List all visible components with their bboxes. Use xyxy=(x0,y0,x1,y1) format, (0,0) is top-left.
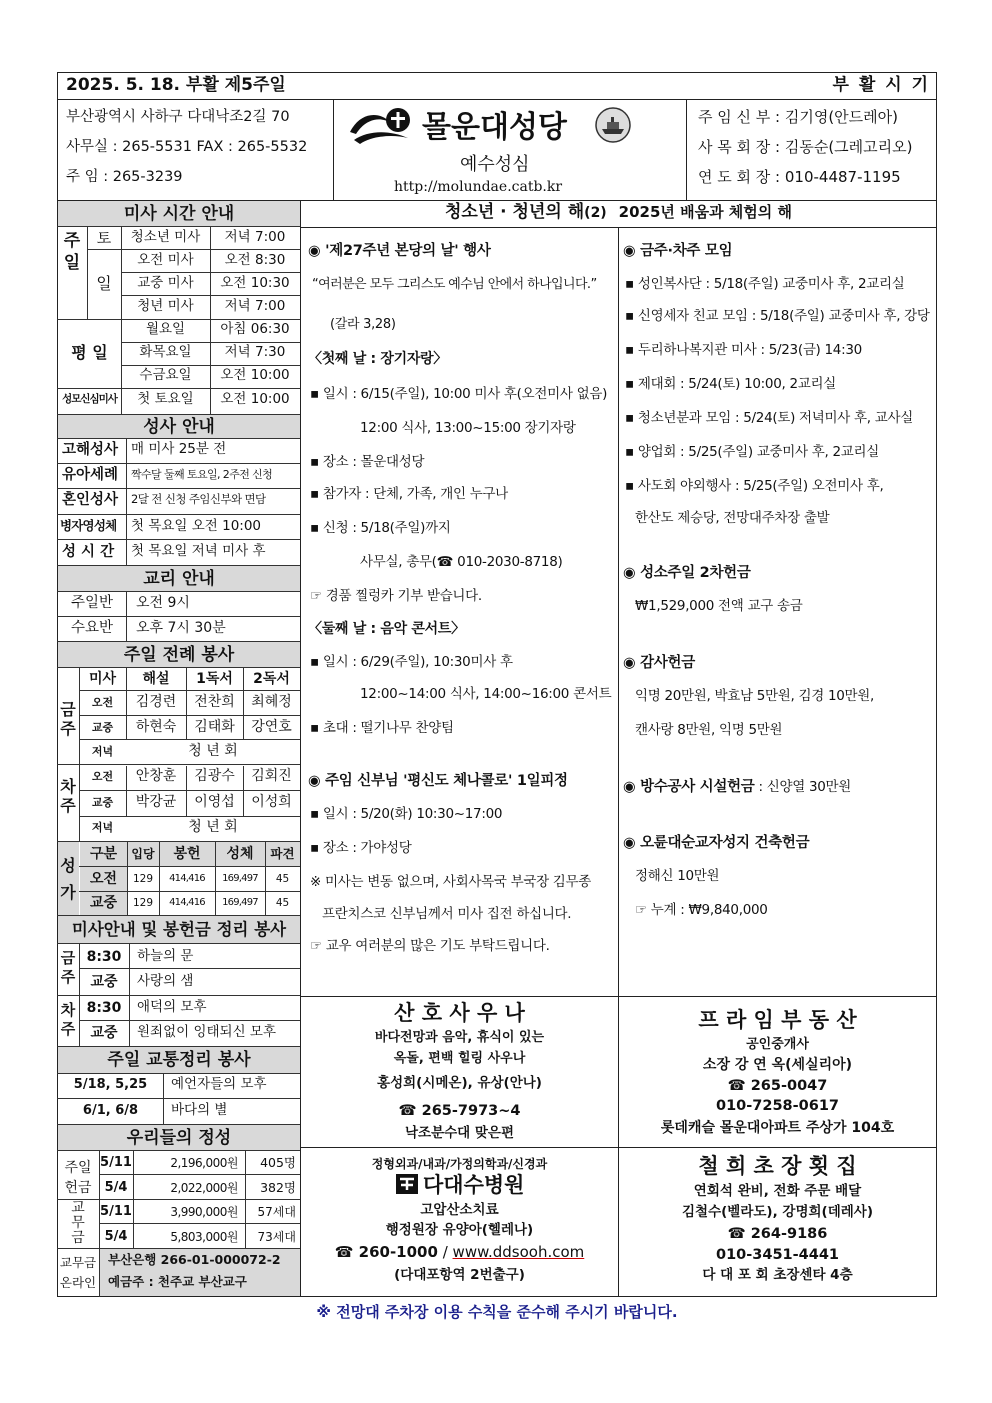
sacrament-detail: 매 미사 25분 전 xyxy=(131,441,227,457)
hymn-number: 129 xyxy=(132,897,154,909)
offering-count: 73세대 xyxy=(257,1230,296,1244)
announcement-heading: ◉ 오륜대순교자성지 건축헌금 xyxy=(623,835,810,851)
mass-slot: 교중 xyxy=(91,796,114,809)
traffic-title: 주일 교통정리 봉사 xyxy=(107,1050,251,1070)
choir-slot: 교중 xyxy=(89,895,118,911)
divider xyxy=(99,1223,300,1224)
church-name: 몰운대성당 xyxy=(422,110,567,145)
mass-slot: 교중 xyxy=(91,721,114,734)
marian-mass-time: 오전 10:00 xyxy=(220,391,290,407)
divider xyxy=(686,99,687,200)
next-week-label: 차주 xyxy=(60,1001,76,1038)
staff-council: 사 목 회 장 : 김동순(그레고리오) xyxy=(698,138,913,156)
reader: 김광수 xyxy=(194,768,235,784)
date-line: 2025. 5. 18. 부활 제5주일 xyxy=(66,75,286,95)
class-name: 주일반 xyxy=(70,595,114,611)
reader: 김회진 xyxy=(251,768,292,784)
class-name: 수요반 xyxy=(70,620,114,636)
church-patron: 예수성심 xyxy=(460,154,530,175)
announcement-heading: ◉ 금주·차주 모임 xyxy=(623,243,733,259)
ad-line: 김철수(벨라도), 강명희(데레사) xyxy=(682,1204,873,1220)
offering-date: 5/11 xyxy=(100,1204,132,1219)
announcement-line: 12:00~14:00 식사, 14:00~16:00 콘서트 xyxy=(360,686,612,702)
divider xyxy=(57,764,300,765)
divider xyxy=(618,227,619,1297)
mass-time: 저녁 7:00 xyxy=(224,229,286,245)
liturgy-head: 1독서 xyxy=(196,671,233,687)
divider xyxy=(57,616,300,617)
mass-times-title: 미사 시간 안내 xyxy=(123,204,235,224)
liturgy-head: 2독서 xyxy=(253,671,290,687)
sacrament-detail: 짝수달 둘째 토요일, 2주전 신청 xyxy=(131,468,273,481)
liturgy-head: 미사 xyxy=(88,671,117,687)
doctrine-title: 교리 안내 xyxy=(143,569,215,589)
reader: 김태화 xyxy=(194,719,235,735)
announcement-line: ▪ 청소년분과 모임 : 5/24(토) 저녁미사 후, 교사실 xyxy=(625,410,913,426)
announcement-line: ※ 미사는 변동 없으며, 사회사목국 부국장 김무종 xyxy=(310,874,592,890)
announcement-line: ▪ 초대 : 떨기나무 찬양팀 xyxy=(310,720,454,736)
divider xyxy=(300,1147,937,1148)
ad-line: 행정원장 유양아(헬레나) xyxy=(385,1222,534,1238)
announcement-line: ☞ 누계 : ₩9,840,000 xyxy=(635,902,768,918)
announcement-line: 프란치스코 신부님께서 미사 집전 하십니다. xyxy=(322,906,572,922)
reader: 김경련 xyxy=(135,694,177,710)
offering-count: 405명 xyxy=(260,1155,296,1170)
announcement-line: ▪ 참가자 : 단체, 가족, 개인 누구나 xyxy=(310,486,508,502)
divider xyxy=(57,539,300,540)
traffic-dates: 5/18, 5,25 xyxy=(73,1077,148,1092)
restaurant-name: 철 희 초 장 횟 집 xyxy=(698,1154,857,1178)
mass-slot: 저녁 xyxy=(91,821,114,834)
mass-slot: 저녁 xyxy=(91,745,114,758)
announcement-line: ▪ 성인복사단 : 5/18(주일) 교중미사 후, 2교리실 xyxy=(625,276,905,292)
ad-line: 바다전망과 음악, 휴식이 있는 xyxy=(374,1030,545,1045)
hospital-contact-row xyxy=(301,1245,618,1260)
offering-amount: 5,803,000원 xyxy=(170,1230,238,1244)
divider xyxy=(99,1174,300,1175)
guide-group: 하늘의 문 xyxy=(137,948,194,964)
realty-name: 프 라 임 부 동 산 xyxy=(698,1008,857,1032)
divider xyxy=(79,1020,300,1021)
hospital-name-row xyxy=(301,1173,618,1196)
offering-count: 382명 xyxy=(260,1180,296,1195)
separator: / xyxy=(442,1243,453,1261)
bank-account: 부산은행 266-01-000072-2 xyxy=(108,1252,281,1267)
choir-label: 성가 xyxy=(60,856,76,902)
announcement-heading: ◉ '제27주년 본당의 날' 행사 xyxy=(308,243,491,259)
divider xyxy=(79,739,300,740)
sacrament-name: 고해성사 xyxy=(62,442,119,458)
church-logo-icon xyxy=(346,104,420,148)
offering-date: 5/4 xyxy=(104,1229,128,1244)
offering-amount: 3,990,000원 xyxy=(170,1205,238,1219)
sub-heading: 〈첫째 날 : 장기자랑〉 xyxy=(308,351,447,367)
divider xyxy=(57,488,300,489)
divider xyxy=(57,514,300,515)
next-week-label: 차주 xyxy=(60,777,76,815)
banner-title: 청소년 · 청년의 해 xyxy=(445,202,585,222)
announcement-line: 익명 20만원, 박효남 5만원, 김경 10만원, xyxy=(635,688,875,704)
banner-subtitle: 2025년 배움과 체험의 해 xyxy=(618,203,792,221)
divider xyxy=(121,295,300,296)
guide-group: 사랑의 샘 xyxy=(137,973,194,989)
weekday-time: 아침 06:30 xyxy=(220,321,290,337)
sacrament-name: 성 시 간 xyxy=(62,544,115,560)
hospital-name: 다대수병원 xyxy=(423,1173,525,1197)
sacrament-name: 혼인성사 xyxy=(62,492,119,508)
ad-line: 낙조분수대 맞은편 xyxy=(404,1125,515,1141)
offering-amount: 2,196,000원 xyxy=(170,1156,238,1170)
ad-line: 정형외과/내과/가정의학과/신경과 xyxy=(371,1157,548,1171)
sacraments-title: 성사 안내 xyxy=(143,417,215,437)
announcement-line: ▪ 두리하나복지관 미사 : 5/23(금) 14:30 xyxy=(625,342,862,358)
liturgical-season: 부 활 시 기 xyxy=(832,75,930,95)
divider xyxy=(57,438,300,439)
hymn-number: 45 xyxy=(275,897,290,909)
this-week-label: 금주 xyxy=(60,700,76,738)
year-banner xyxy=(300,204,937,221)
ad-line: 소장 강 연 옥(세실리아) xyxy=(702,1057,853,1073)
divider xyxy=(57,99,937,100)
announcement-heading: ◉ 성소주일 2차헌금 xyxy=(623,565,751,581)
church-website[interactable]: http://molundae.catb.kr xyxy=(394,179,563,195)
announcement-line: ▪ 일시 : 6/15(주일), 10:00 미사 후(오전미사 없음) xyxy=(310,386,608,402)
divider xyxy=(79,891,300,892)
announcement-heading: ◉ 주임 신부님 '평신도 체나콜로' 1일피정 xyxy=(308,773,568,789)
bible-reference: (갈라 3,28) xyxy=(330,317,396,332)
divider xyxy=(57,463,300,464)
choir-head: 성체 xyxy=(226,846,254,862)
parking-notice: ※ 전망대 주차장 이용 수칙을 준수해 주시기 바랍니다. xyxy=(316,1303,678,1321)
online-account-label: 교무금 온라인 xyxy=(59,1255,97,1290)
hymn-number: 169,497 xyxy=(222,897,258,908)
divider xyxy=(333,99,334,200)
announcement-heading: ◉ 방수공사 시설헌금 : 신양열 30만원 xyxy=(623,779,852,795)
hospital-logo-icon xyxy=(395,1173,419,1195)
divider xyxy=(79,690,300,691)
divider xyxy=(79,968,300,969)
sacrament-detail: 2달 전 신청 주임신부와 면담 xyxy=(131,492,266,506)
announcement-line: ▪ 일시 : 6/29(주일), 10:30미사 후 xyxy=(310,654,513,670)
divider xyxy=(57,667,300,668)
pastor-phone: 주 임 : 265-3239 xyxy=(66,169,183,185)
announcement-line: 12:00 식사, 13:00~15:00 장기자랑 xyxy=(360,420,576,436)
announcement-line: ₩1,529,000 전액 교구 송금 xyxy=(635,598,803,614)
announcement-line: ▪ 일시 : 5/20(화) 10:30~17:00 xyxy=(310,806,503,822)
divider xyxy=(57,1199,300,1200)
ship-emblem-icon xyxy=(594,106,632,144)
divider xyxy=(57,226,300,227)
office-phone: 사무실 : 265-5531 FAX : 265-5532 xyxy=(66,139,308,155)
announcement-line: ▪ 사도회 야외행사 : 5/25(주일) 오전미사 후, xyxy=(625,478,884,494)
announcement-line: ▪ 양업회 : 5/25(주일) 교중미사 후, 2교리실 xyxy=(625,444,880,460)
divider xyxy=(121,342,300,343)
offerings-title: 우리들의 정성 xyxy=(126,1128,232,1148)
ad-line: 다 대 포 회 초장센타 4층 xyxy=(702,1267,853,1283)
announcement-line: 정해신 10만원 xyxy=(635,868,720,884)
ad-line: 홍성희(시메온), 유상(안나) xyxy=(377,1075,542,1091)
mass-name: 청년 미사 xyxy=(137,298,194,314)
weekday-name: 수금요일 xyxy=(139,367,192,383)
mass-time: 오전 10:30 xyxy=(220,275,290,291)
account-holder: 예금주 : 천주교 부산교구 xyxy=(108,1274,247,1289)
sauna-name: 산 호 사 우 나 xyxy=(394,1001,525,1025)
guide-slot: 교중 xyxy=(90,974,118,990)
divider xyxy=(126,438,127,565)
sacrament-detail: 첫 목요일 저녁 미사 후 xyxy=(131,543,266,559)
weekday-time: 저녁 7:30 xyxy=(224,344,286,360)
ad-phone: ☎ 265-7973~4 xyxy=(398,1103,521,1119)
offering-amount: 2,022,000원 xyxy=(170,1181,238,1195)
divider xyxy=(57,591,300,592)
weekday-time: 오전 10:00 xyxy=(220,367,290,383)
choir-head: 입당 xyxy=(131,847,155,861)
ad-line: 고압산소치료 xyxy=(420,1202,499,1218)
hymn-number: 169,497 xyxy=(222,873,258,884)
sunday-offering-label: 주일헌금 xyxy=(64,1160,92,1196)
divider xyxy=(79,866,300,867)
divider xyxy=(57,995,300,996)
church-address: 부산광역시 사하구 다대낙조2길 70 xyxy=(66,109,290,125)
reader: 안창훈 xyxy=(135,768,177,784)
announcement-line: ☞ 경품 찔렁카 기부 받습니다. xyxy=(310,588,482,604)
sacrament-detail: 첫 목요일 오전 10:00 xyxy=(131,518,262,534)
divider xyxy=(87,226,88,319)
ad-line: 옥돌, 편백 힐링 사우나 xyxy=(393,1051,526,1066)
class-time: 오후 7시 30분 xyxy=(136,620,226,636)
divider xyxy=(57,1073,300,1074)
reader: 청 년 회 xyxy=(188,819,238,835)
staff-pastor: 주 임 신 부 : 김기영(안드레아) xyxy=(698,108,898,126)
reader: 박강균 xyxy=(135,794,177,810)
announcement-line: ▪ 장소 : 가야성당 xyxy=(310,840,412,856)
ad-phone: 010-7258-0617 xyxy=(715,1098,840,1114)
guide-slot: 8:30 xyxy=(86,1000,122,1016)
announcement-heading: ◉ 감사헌금 xyxy=(623,655,695,671)
sub-heading: 〈둘째 날 : 음악 콘서트〉 xyxy=(308,621,465,637)
weekday-name: 화목요일 xyxy=(139,344,192,360)
announcement-line: 한산도 제승당, 전망대주차장 출발 xyxy=(635,510,830,526)
reader: 최혜정 xyxy=(251,694,292,710)
choir-slot: 오전 xyxy=(89,871,118,887)
divider xyxy=(79,790,300,791)
saturday-label: 토 xyxy=(96,229,112,247)
this-week-label: 금주 xyxy=(60,949,76,986)
announcement-line: 사무실, 총무(☎ 010-2030-8718) xyxy=(360,554,563,570)
guide-group: 원죄없이 잉태되신 모후 xyxy=(137,1024,276,1040)
announcement-line: ▪ 신영세자 친교 모임 : 5/18(주일) 교중미사 후, 강당 xyxy=(625,308,930,324)
choir-head: 봉헌 xyxy=(173,846,201,862)
ad-line: 연회석 완비, 전화 주문 배달 xyxy=(693,1183,862,1199)
offering-date: 5/4 xyxy=(104,1180,128,1195)
liturgy-head: 해설 xyxy=(142,671,170,687)
ad-phone: 010-3451-4441 xyxy=(715,1247,840,1263)
guide-slot: 교중 xyxy=(90,1025,118,1041)
reader: 이성희 xyxy=(251,794,292,810)
reader: 이영섭 xyxy=(194,794,235,810)
traffic-group: 바다의 별 xyxy=(171,1102,228,1118)
announcement-line: ☞ 교우 여러분의 많은 기도 부탁드립니다. xyxy=(310,938,550,954)
divider xyxy=(57,943,300,944)
divider xyxy=(121,365,300,366)
reader: 하현숙 xyxy=(135,719,177,735)
guide-slot: 8:30 xyxy=(86,949,122,965)
mass-name: 교중 미사 xyxy=(137,275,194,291)
divider xyxy=(57,1098,300,1099)
announcement-line: 캔사랑 8만원, 익명 5만원 xyxy=(635,722,783,738)
banner-number: (2) xyxy=(584,205,607,221)
church-fee-label: 교무금 xyxy=(71,1200,85,1246)
sacrament-name: 병자영성체 xyxy=(60,518,117,533)
liturgy-title: 주일 전례 봉사 xyxy=(123,645,235,665)
mass-name: 오전 미사 xyxy=(137,252,194,268)
staff-yeondo: 연 도 회 장 : 010-4487-1195 xyxy=(698,168,901,186)
divider xyxy=(57,388,300,389)
weekday-name: 월요일 xyxy=(145,321,186,337)
marian-mass-day: 첫 토요일 xyxy=(137,391,194,407)
waterproof-donor: : 신양열 30만원 xyxy=(754,779,852,795)
mass-slot: 오전 xyxy=(91,770,114,783)
ad-line: (다대포항역 2번출구) xyxy=(394,1267,525,1283)
divider xyxy=(57,1150,300,1151)
choir-head: 구분 xyxy=(89,846,118,862)
weekday-label: 평 일 xyxy=(71,343,108,362)
divider xyxy=(300,996,937,997)
hymn-number: 414,416 xyxy=(169,897,205,908)
guide-title: 미사안내 및 봉헌금 정리 봉사 xyxy=(71,920,287,939)
reader: 강연호 xyxy=(251,719,292,735)
offering-date: 5/11 xyxy=(100,1155,132,1170)
sunday-day-label: 일 xyxy=(96,274,112,293)
ad-phone: ☎ 260-1000 xyxy=(334,1243,438,1261)
ad-line: 롯데캐슬 몰운대아파트 주상가 104호 xyxy=(660,1120,895,1136)
ad-phone: ☎ 264-9186 xyxy=(727,1226,828,1242)
reader: 청 년 회 xyxy=(188,743,238,759)
divider xyxy=(79,715,300,716)
announcement-line: ▪ 신청 : 5/18(주일)까지 xyxy=(310,520,451,536)
divider xyxy=(57,319,300,320)
divider xyxy=(79,816,300,817)
announcement-line: ▪ 장소 : 몰운대성당 xyxy=(310,454,425,470)
choir-head: 파견 xyxy=(270,846,295,861)
announcement-line: ▪ 제대회 : 5/24(토) 10:00, 2교리실 xyxy=(625,376,836,392)
guide-group: 애덕의 모후 xyxy=(137,999,207,1015)
mass-time: 저녁 7:00 xyxy=(224,298,286,314)
traffic-dates: 6/1, 6/8 xyxy=(82,1103,139,1118)
sacrament-name: 유아세례 xyxy=(62,467,119,483)
hymn-number: 129 xyxy=(132,873,154,885)
mass-slot: 오전 xyxy=(91,696,114,709)
divider xyxy=(121,272,300,273)
class-time: 오전 9시 xyxy=(136,595,190,611)
reader: 전찬희 xyxy=(194,694,235,710)
mass-time: 오전 8:30 xyxy=(224,252,286,268)
hymn-number: 414,416 xyxy=(169,873,205,884)
divider xyxy=(87,249,300,250)
ad-line: 공인중개사 xyxy=(746,1037,809,1052)
bible-quote: “여러분은 모두 그리스도 예수님 안에서 하나입니다.” xyxy=(312,277,597,292)
mass-name: 청소년 미사 xyxy=(130,229,201,245)
ad-phone: ☎ 265-0047 xyxy=(727,1078,828,1094)
traffic-group: 예언자들의 모후 xyxy=(171,1076,267,1092)
offering-count: 57세대 xyxy=(257,1205,296,1219)
hymn-number: 45 xyxy=(275,873,290,885)
marian-mass-label: 성모신심미사 xyxy=(62,393,117,405)
sunday-label: 주 일 xyxy=(63,231,81,273)
hospital-website[interactable]: www.ddsooh.com xyxy=(452,1243,585,1261)
